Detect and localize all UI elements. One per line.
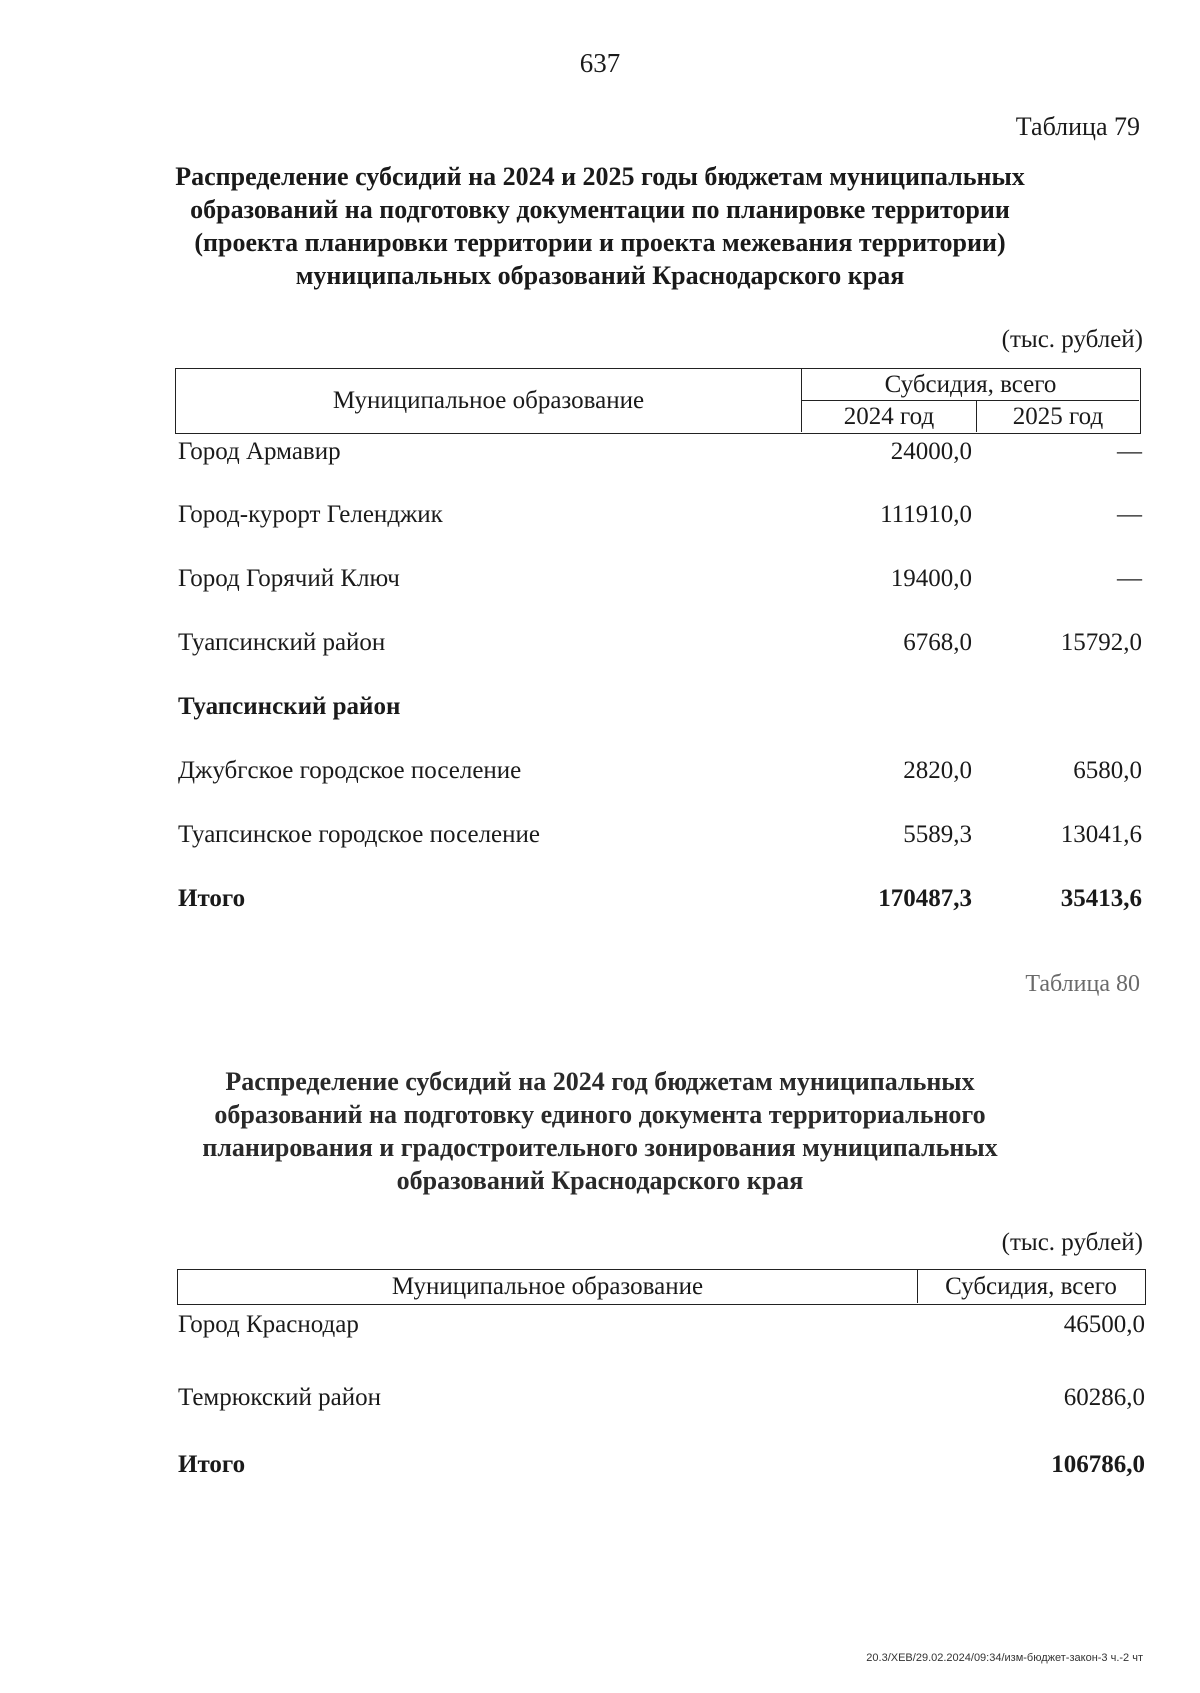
title-line: Распределение субсидий на 2024 и 2025 годы бюджетам муниципальных — [175, 162, 1025, 191]
row-name: Итого — [178, 885, 246, 912]
header-2025: 2025 год — [1012, 402, 1104, 430]
header-2024: 2024 год — [802, 401, 977, 432]
row-value-2024: 2820,0 — [903, 757, 972, 784]
row-value-2025: 13041,6 — [1060, 821, 1142, 848]
title-line: (проекта планировки территории и проекта межевания территории) — [194, 228, 1006, 257]
header-subsidy-total: Субсидия, всего — [802, 369, 1139, 401]
row-name: Город Армавир — [178, 438, 341, 465]
header-subsidy-total: Субсидия, всего — [945, 1272, 1117, 1300]
unit-label: (тыс. рублей) — [1001, 1229, 1143, 1256]
row-value-2024: 5589,3 — [903, 821, 972, 848]
document-footer-code: 20.3/ХЕВ/29.02.2024/09:34/изм-бюджет-закон-3 ч.-2 чт — [866, 1652, 1143, 1664]
row-name: Итого — [178, 1451, 246, 1478]
table-79-title — [100, 160, 1100, 292]
row-value-2025: 35413,6 — [1060, 885, 1142, 912]
row-value-2025: 15792,0 — [1060, 629, 1142, 656]
row-name: Туапсинское городское поселение — [178, 821, 540, 848]
row-group-heading: Туапсинский район — [178, 693, 401, 720]
row-value-total: 46500,0 — [1063, 1311, 1145, 1338]
row-name: Город-курорт Геленджик — [178, 501, 443, 528]
row-name: Город Горячий Ключ — [178, 565, 400, 592]
title-line: муниципальных образований Краснодарского края — [295, 261, 905, 290]
row-value-2025: 6580,0 — [1073, 757, 1142, 784]
title-line: образований Краснодарского края — [396, 1166, 804, 1195]
title-line: планирования и градостроительного зонирования муниципальных — [202, 1133, 998, 1162]
row-name: Город Краснодар — [178, 1311, 359, 1338]
row-name: Туапсинский район — [178, 629, 386, 656]
row-value-2024: 6768,0 — [903, 629, 972, 656]
row-value-2025: — — [1117, 501, 1142, 528]
title-line: Распределение субсидий на 2024 год бюджетам муниципальных — [225, 1067, 975, 1096]
page-number: 637 — [579, 48, 621, 78]
table-80-label: Таблица 80 — [1025, 971, 1140, 997]
header-municipality: Муниципальное образование — [178, 1270, 918, 1303]
table-79-label: Таблица 79 — [1015, 112, 1140, 141]
table-79-header — [175, 368, 1141, 434]
row-value-total: 106786,0 — [1051, 1451, 1145, 1478]
header-municipality: Муниципальное образование — [176, 369, 802, 432]
table-80-header — [177, 1269, 1146, 1305]
row-name: Темрюкский район — [178, 1384, 382, 1411]
row-value-2025: — — [1117, 565, 1142, 592]
title-line: образований на подготовку документации по планировке территории — [190, 195, 1010, 224]
row-value-2025: — — [1117, 438, 1142, 465]
row-value-2024: 111910,0 — [880, 501, 972, 528]
title-line: образований на подготовку единого документа территориального — [214, 1100, 986, 1129]
table-80-title — [100, 1065, 1100, 1197]
row-name: Джубгское городское поселение — [178, 757, 522, 784]
row-value-2024: 24000,0 — [890, 438, 972, 465]
row-value-2024: 19400,0 — [890, 565, 972, 592]
unit-label: (тыс. рублей) — [1001, 326, 1143, 353]
row-value-total: 60286,0 — [1063, 1384, 1145, 1411]
row-value-2024: 170487,3 — [878, 885, 972, 912]
